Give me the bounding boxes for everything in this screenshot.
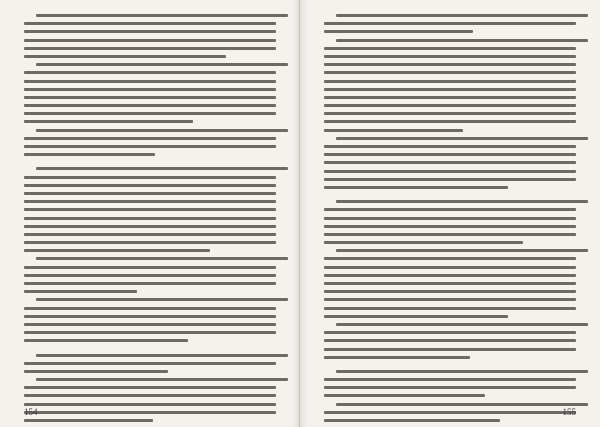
paragraph-gap	[324, 364, 576, 370]
text-line	[24, 208, 276, 211]
text-line	[24, 104, 276, 107]
text-line	[324, 339, 576, 342]
text-line	[24, 39, 276, 42]
text-line	[24, 394, 276, 397]
text-line	[324, 104, 576, 107]
text-line	[24, 112, 276, 115]
text-line	[324, 315, 508, 318]
text-line	[324, 348, 576, 351]
text-line	[24, 71, 276, 74]
right-page-number: 155	[562, 407, 576, 417]
text-line	[324, 356, 470, 359]
text-line	[336, 370, 588, 373]
text-line	[336, 137, 588, 140]
text-line	[24, 307, 276, 310]
text-line	[24, 274, 276, 277]
text-line	[324, 96, 576, 99]
text-line	[24, 339, 188, 342]
text-line	[36, 257, 288, 260]
text-line	[36, 354, 288, 357]
text-line	[24, 419, 153, 422]
text-line	[24, 22, 276, 25]
text-line	[324, 282, 576, 285]
text-line	[24, 386, 276, 389]
text-line	[36, 63, 288, 66]
text-line	[24, 282, 276, 285]
text-line	[24, 80, 276, 83]
text-line	[324, 47, 576, 50]
text-line	[24, 266, 276, 269]
text-line	[24, 362, 276, 365]
text-line	[24, 249, 210, 252]
left-text-column	[24, 14, 276, 399]
text-line	[24, 30, 276, 33]
text-line	[324, 419, 500, 422]
text-line	[324, 63, 576, 66]
text-line	[336, 403, 588, 406]
paragraph-gap	[24, 348, 276, 354]
text-line	[24, 137, 276, 140]
text-line	[324, 55, 576, 58]
text-line	[36, 378, 288, 381]
text-line	[24, 403, 276, 406]
text-line	[24, 145, 276, 148]
text-line	[324, 217, 576, 220]
text-line	[24, 153, 155, 156]
text-line	[324, 129, 463, 132]
text-line	[24, 176, 276, 179]
text-line	[24, 96, 276, 99]
text-line	[24, 217, 276, 220]
text-line	[324, 80, 576, 83]
text-line	[24, 192, 276, 195]
text-line	[324, 30, 473, 33]
text-line	[324, 208, 576, 211]
text-line	[24, 88, 276, 91]
text-line	[324, 178, 576, 181]
text-line	[24, 184, 276, 187]
text-line	[24, 55, 226, 58]
text-line	[324, 394, 485, 397]
text-line	[324, 274, 576, 277]
text-line	[324, 120, 576, 123]
text-line	[324, 161, 576, 164]
text-line	[324, 331, 576, 334]
text-line	[24, 315, 276, 318]
text-line	[324, 241, 523, 244]
text-line	[324, 112, 576, 115]
text-line	[336, 14, 588, 17]
text-line	[24, 290, 137, 293]
text-line	[324, 88, 576, 91]
text-line	[324, 411, 576, 414]
text-line	[324, 186, 508, 189]
text-line	[24, 120, 193, 123]
right-text-column	[324, 14, 576, 399]
left-page-number: 154	[24, 407, 38, 417]
text-line	[24, 241, 276, 244]
text-line	[36, 129, 288, 132]
text-line	[324, 71, 576, 74]
text-line	[324, 225, 576, 228]
text-line	[324, 233, 576, 236]
text-line	[324, 298, 576, 301]
text-line	[36, 298, 288, 301]
text-line	[324, 170, 576, 173]
text-line	[336, 39, 588, 42]
text-line	[324, 22, 576, 25]
text-line	[324, 290, 576, 293]
text-line	[24, 200, 276, 203]
text-line	[324, 257, 576, 260]
text-line	[336, 200, 588, 203]
text-line	[324, 266, 576, 269]
text-line	[24, 225, 276, 228]
text-line	[336, 249, 588, 252]
text-line	[324, 378, 576, 381]
text-line	[36, 167, 288, 170]
text-line	[324, 145, 576, 148]
text-line	[324, 153, 576, 156]
text-line	[24, 47, 276, 50]
text-line	[24, 370, 168, 373]
text-line	[336, 323, 588, 326]
text-line	[24, 323, 276, 326]
text-line	[324, 386, 576, 389]
text-line	[24, 331, 276, 334]
text-line	[24, 233, 276, 236]
text-line	[24, 411, 276, 414]
right-page	[300, 0, 600, 427]
text-line	[324, 307, 576, 310]
text-line	[36, 14, 288, 17]
